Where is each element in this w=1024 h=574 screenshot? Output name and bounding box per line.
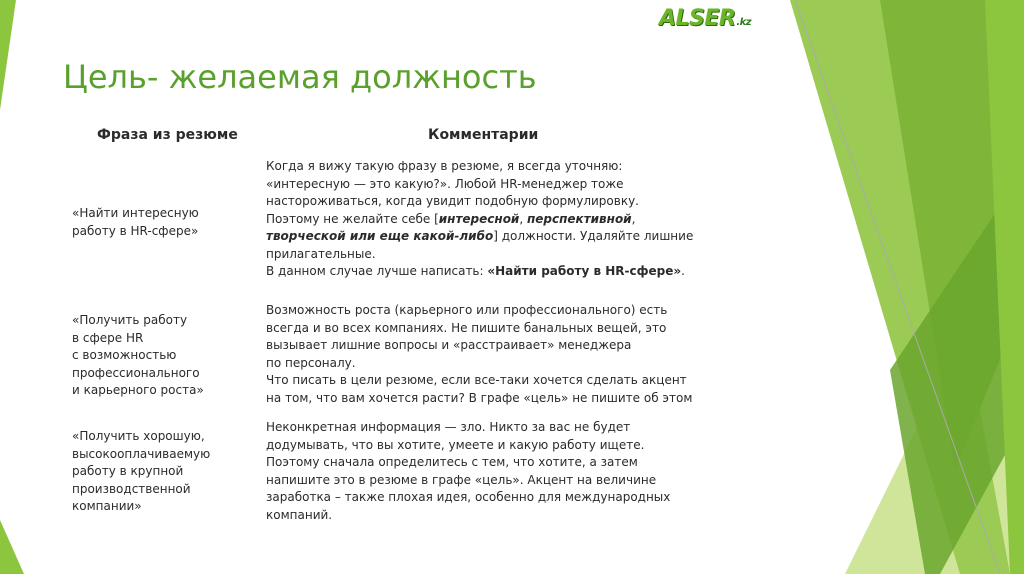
comment-line: настороживаться, когда увидит подобную формулировку.: [266, 194, 639, 208]
phrase-line: высокооплачиваемую: [72, 446, 211, 461]
phrase-cell-3: [72, 428, 252, 516]
comment-cell-3: [266, 419, 766, 524]
column-header-comments: Комментарии: [428, 127, 539, 143]
comment-line: напишите это в резюме в графе «цель». Акцент на величине: [266, 472, 657, 487]
comment-line: прилагательные.: [266, 246, 376, 261]
comment-line: на том, что вам хочется расти? В графе «цель» не пишите об этом: [266, 390, 693, 405]
phrase-line: «Получить хорошую,: [72, 429, 205, 443]
comment-line: вызывает лишние вопросы и «расстраивает» менеджера: [266, 338, 632, 352]
logo-main-text: ALSER: [659, 6, 736, 31]
logo-suffix-text: .kz: [736, 17, 752, 28]
phrase-line: и карьерного роста»: [72, 383, 204, 397]
emphasis-text: творческой или еще какой-либо: [266, 229, 494, 243]
comment-cell-1: [266, 158, 766, 281]
comment-text: .: [681, 264, 685, 278]
comment-line: «интересную — это какую?». Любой HR-менеджер тоже: [266, 176, 624, 191]
comment-line: [266, 211, 766, 229]
comment-line: Когда я вижу такую фразу в резюме, я всегда уточняю:: [266, 159, 623, 173]
deco-left-sliver-bottom: [0, 520, 24, 574]
phrase-line: профессионального: [72, 365, 200, 380]
phrase-line: в сфере HR: [72, 330, 144, 345]
phrase-line: работу в HR-сфере»: [72, 223, 199, 238]
comment-line: заработка – также плохая идея, особенно для международных: [266, 490, 671, 504]
phrase-line: «Получить работу: [72, 313, 188, 327]
comment-line: [266, 263, 766, 281]
slide-title: Цель- желаемая должность: [63, 58, 537, 96]
comment-line: Поэтому сначала определитесь с тем, что хотите, а затем: [266, 455, 638, 469]
comment-line: додумывать, что вы хотите, умеете и какую работу ищете.: [266, 437, 645, 452]
phrase-line: «Найти интересную: [72, 206, 199, 220]
comment-line: всегда и во всех компаниях. Не пишите банальных вещей, это: [266, 320, 667, 335]
comment-text: В данном случае лучше написать:: [266, 264, 488, 278]
comment-line: Возможность роста (карьерного или профессионального) есть: [266, 303, 668, 317]
phrase-line: компании»: [72, 499, 142, 513]
deco-left-sliver-top: [0, 0, 16, 110]
comment-line: компаний.: [266, 507, 333, 522]
comment-cell-2: [266, 302, 766, 407]
phrase-cell-2: [72, 312, 252, 400]
recommended-phrase: «Найти работу в HR-сфере»: [487, 264, 682, 278]
comment-line: по персоналу.: [266, 355, 356, 370]
phrase-line: производственной: [72, 481, 191, 496]
comment-text: ,: [631, 211, 636, 226]
column-header-phrase: Фраза из резюме: [97, 127, 238, 143]
comment-text: ] должности. Удаляйте лишние: [493, 229, 694, 243]
alser-logo: [659, 6, 751, 31]
phrase-cell-1: [72, 205, 252, 240]
comment-line: [266, 228, 766, 246]
phrase-line: с возможностью: [72, 348, 177, 362]
comment-line: Неконкретная информация — зло. Никто за вас не будет: [266, 420, 631, 434]
phrase-line: работу в крупной: [72, 464, 184, 478]
comment-text: ,: [519, 211, 527, 226]
comment-text: Поэтому не желайте себе [: [266, 211, 439, 226]
emphasis-text: перспективной: [526, 211, 632, 226]
comment-line: Что писать в цели резюме, если все-таки хочется сделать акцент: [266, 373, 687, 387]
emphasis-text: интересной: [438, 211, 520, 226]
